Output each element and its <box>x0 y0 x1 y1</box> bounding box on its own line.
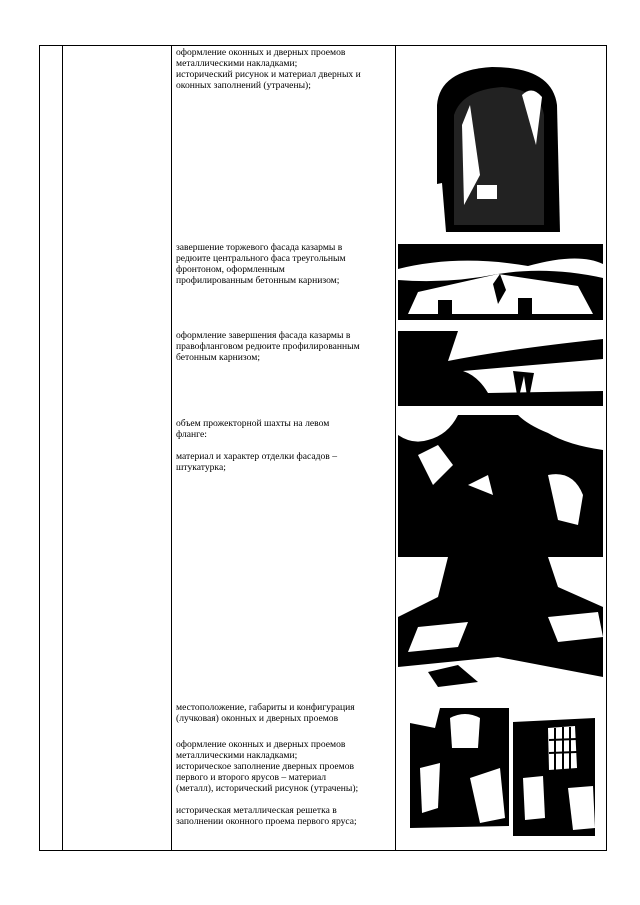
text-line: местоположение, габариты и конфигурация <box>176 702 355 713</box>
text-line: оформление оконных и дверных проемов <box>176 739 346 750</box>
text-line: металлическими накладками; <box>176 58 298 69</box>
text-line: оконных заполнений (утрачены); <box>176 80 311 91</box>
text-line: металлическими накладками; <box>176 750 298 761</box>
row-3-text <box>176 330 391 363</box>
text-line: объем прожекторной шахты на левом <box>176 418 330 429</box>
column-divider-3 <box>395 46 396 850</box>
text-line: фронтоном, оформленным <box>176 264 285 275</box>
text-line: оформление завершения фасада казармы в <box>176 330 351 341</box>
text-line: редюите центрального фаса треугольным <box>176 253 346 264</box>
pediment-facade-photo <box>398 244 603 320</box>
text-line: исторический рисунок и материал дверных и <box>176 69 361 80</box>
row-1-text <box>176 47 391 91</box>
cornice-facade-photo <box>398 331 603 406</box>
text-line: заполнении оконного проема первого яруса; <box>176 816 357 827</box>
text-line: историческая металлическая решетка в <box>176 805 337 816</box>
text-line: (лучковая) оконных и дверных проемов <box>176 713 339 724</box>
arched-doorway-photo <box>432 65 569 232</box>
spacer <box>176 794 391 805</box>
row-5-text <box>176 702 391 827</box>
searchlight-shaft-photo-2 <box>398 557 603 694</box>
text-line: завершение торжевого фасада казармы в <box>176 242 343 253</box>
row-4-text <box>176 418 391 473</box>
spacer <box>176 440 391 451</box>
window-opening-photo <box>410 708 509 836</box>
text-line: первого и второго ярусов – материал <box>176 772 327 783</box>
text-line: профилированным бетонным карнизом; <box>176 275 340 286</box>
text-line: бетонным карнизом; <box>176 352 260 363</box>
window-grille-photo <box>513 708 595 836</box>
text-line: фланге: <box>176 429 207 440</box>
text-line: историческое заполнение дверных проемов <box>176 761 355 772</box>
searchlight-shaft-photo-1 <box>398 415 603 557</box>
column-divider-2 <box>171 46 172 850</box>
row-2-text <box>176 242 391 286</box>
text-line: материал и характер отделки фасадов – <box>176 451 337 462</box>
text-line: штукатурка; <box>176 462 226 473</box>
text-line: (металл), исторический рисунок (утрачены); <box>176 783 359 794</box>
text-line: правофланговом редюите профилированным <box>176 341 360 352</box>
text-line: оформление оконных и дверных проемов <box>176 47 346 58</box>
column-divider-1 <box>62 46 63 850</box>
spacer <box>176 724 391 739</box>
